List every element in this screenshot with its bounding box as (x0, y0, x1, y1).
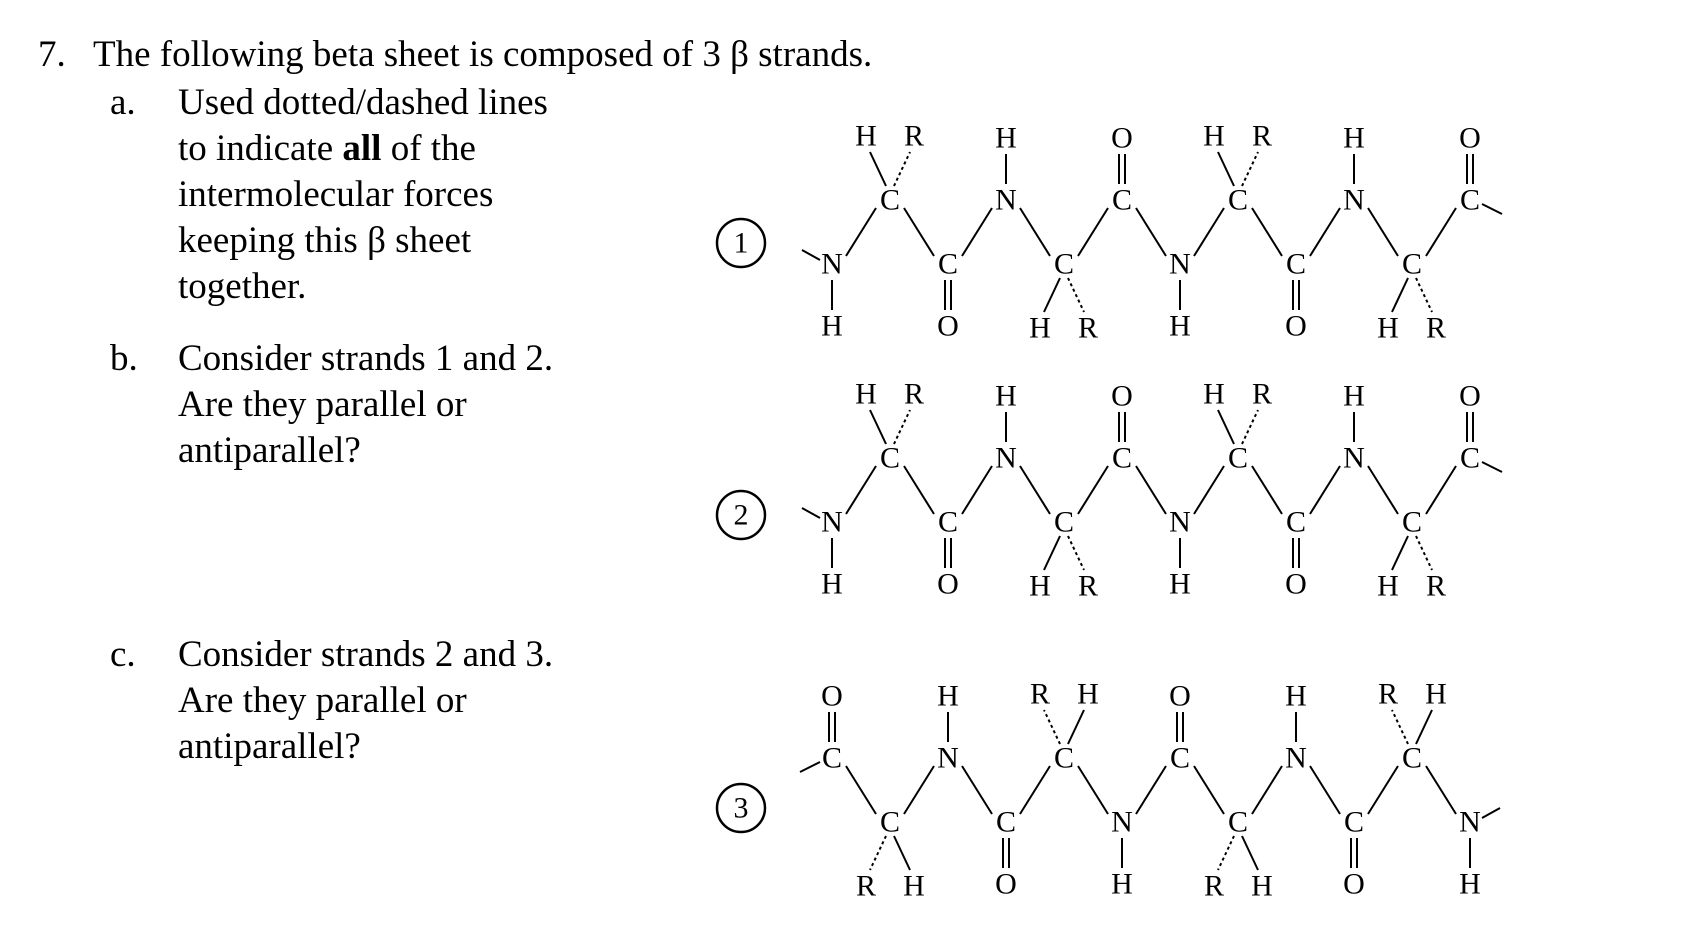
part-a-line-3: intermolecular forces (178, 174, 494, 215)
part-b-line-2: Are they parallel or (178, 384, 467, 425)
r-group: R (1377, 677, 1399, 711)
oxygen-atom: O (1111, 121, 1133, 155)
carbonyl-carbon: C (995, 805, 1017, 839)
strand-number-1 (717, 219, 765, 267)
cr-wedge-bond (1218, 836, 1234, 870)
backbone-bond (1368, 766, 1398, 814)
backbone-bond (802, 508, 820, 518)
ch-bond (1044, 536, 1060, 570)
hydrogen-atom: H (1285, 679, 1307, 713)
carbonyl-carbon: C (1343, 805, 1365, 839)
backbone-bond (1252, 466, 1282, 514)
backbone-bond (904, 208, 934, 256)
backbone-bond (962, 766, 992, 814)
oxygen-atom: O (1459, 121, 1481, 155)
backbone-bond (1136, 466, 1166, 514)
oxygen-atom: O (821, 679, 843, 713)
strand-2 (802, 378, 1502, 603)
alpha-carbon: C (879, 441, 901, 475)
strand-number-text: 2 (733, 498, 749, 532)
ch-bond (870, 410, 886, 444)
strand-labels (717, 219, 765, 832)
hydrogen-atom: H (855, 119, 877, 153)
question-text: The following beta sheet is composed of 3 β strands. (93, 34, 873, 75)
alpha-carbon: C (879, 183, 901, 217)
alpha-carbon: C (1401, 505, 1423, 539)
backbone-bond (1368, 208, 1398, 256)
nitrogen-atom: N (1111, 805, 1133, 839)
cr-wedge-bond (1068, 278, 1084, 312)
r-group: R (1077, 569, 1099, 603)
backbone-bond (1426, 208, 1456, 256)
ch-bond (1392, 536, 1408, 570)
hydrogen-atom: H (1169, 567, 1191, 601)
alpha-carbon: C (879, 805, 901, 839)
ch-bond (894, 836, 910, 870)
cr-wedge-bond (894, 410, 910, 444)
part-letter: b. (110, 338, 138, 379)
oxygen-atom: O (1343, 867, 1365, 901)
oxygen-atom: O (937, 567, 959, 601)
backbone-bond (1426, 766, 1456, 814)
oxygen-atom: O (1459, 379, 1481, 413)
r-group: R (1251, 377, 1273, 411)
part-a-line-5: together. (178, 266, 307, 307)
ch-bond (870, 152, 886, 186)
ch-bond (1242, 836, 1258, 870)
backbone-bond (1078, 208, 1108, 256)
oxygen-atom: O (1285, 567, 1307, 601)
part-letter: a. (110, 82, 136, 123)
backbone-bond (1252, 766, 1282, 814)
oxygen-atom: O (937, 309, 959, 343)
ch-bond (1044, 278, 1060, 312)
alpha-carbon: C (1401, 247, 1423, 281)
hydrogen-atom: H (995, 121, 1017, 155)
hydrogen-atom: H (1029, 311, 1051, 345)
backbone-bond (846, 208, 876, 256)
strand-number-2 (717, 491, 765, 539)
backbone-bond (1310, 208, 1340, 256)
strand-1 (802, 120, 1502, 345)
carbonyl-carbon: C (1285, 247, 1307, 281)
hydrogen-atom: H (1029, 569, 1051, 603)
backbone-bond (846, 466, 876, 514)
backbone-bond (1020, 766, 1050, 814)
oxygen-atom: O (1169, 679, 1191, 713)
hydrogen-atom: H (1251, 869, 1273, 903)
backbone-bond (904, 466, 934, 514)
nitrogen-atom: N (1169, 247, 1191, 281)
part-a-line-2-end: of the (390, 128, 476, 169)
backbone-bond (1078, 466, 1108, 514)
oxygen-atom: O (1111, 379, 1133, 413)
alpha-carbon: C (1053, 247, 1075, 281)
hydrogen-atom: H (1377, 569, 1399, 603)
backbone-bond (1252, 208, 1282, 256)
cr-wedge-bond (894, 152, 910, 186)
part-letter: c. (110, 634, 136, 675)
backbone-bond (1194, 208, 1224, 256)
nitrogen-atom: N (1285, 741, 1307, 775)
backbone-bond (1136, 208, 1166, 256)
nitrogen-atom: N (821, 505, 843, 539)
hydrogen-atom: H (855, 377, 877, 411)
strands (800, 120, 1502, 903)
hydrogen-atom: H (1111, 867, 1133, 901)
ch-bond (1218, 410, 1234, 444)
part-a-line-4: keeping this β sheet (178, 220, 472, 261)
r-group: R (855, 869, 877, 903)
hydrogen-atom: H (1203, 119, 1225, 153)
strand-number-text: 3 (733, 791, 749, 825)
part-b-line-3: antiparallel? (178, 430, 361, 471)
r-group: R (1251, 119, 1273, 153)
hydrogen-atom: H (995, 379, 1017, 413)
alpha-carbon: C (1401, 741, 1423, 775)
backbone-bond (1482, 204, 1502, 214)
cr-wedge-bond (1416, 536, 1432, 570)
backbone-bond (1310, 466, 1340, 514)
part-a-line-1: Used dotted/dashed lines (178, 82, 548, 123)
alpha-carbon: C (1227, 441, 1249, 475)
nitrogen-atom: N (1343, 183, 1365, 217)
strand-3 (800, 678, 1500, 903)
backbone-bond (802, 250, 820, 260)
ch-bond (1218, 152, 1234, 186)
backbone-bond (1194, 766, 1224, 814)
backbone-bond (904, 766, 934, 814)
cr-wedge-bond (870, 836, 886, 870)
part-a-bold-all: all (342, 128, 382, 169)
alpha-carbon: C (1053, 741, 1075, 775)
strand-number-3 (717, 784, 765, 832)
backbone-bond (846, 766, 876, 814)
ch-bond (1392, 278, 1408, 312)
backbone-bond (1368, 466, 1398, 514)
r-group: R (1425, 311, 1447, 345)
backbone-bond (1078, 766, 1108, 814)
backbone-bond (1310, 766, 1340, 814)
nitrogen-atom: N (1343, 441, 1365, 475)
ch-bond (1068, 710, 1084, 744)
carbonyl-carbon: C (821, 741, 843, 775)
backbone-bond (1020, 466, 1050, 514)
part-a-line-2-text: to indicate (178, 128, 334, 169)
r-group: R (1203, 869, 1225, 903)
part-c-line-3: antiparallel? (178, 726, 361, 767)
carbonyl-carbon: C (1169, 741, 1191, 775)
carbonyl-carbon: C (937, 247, 959, 281)
nitrogen-atom: N (995, 183, 1017, 217)
nitrogen-atom: N (821, 247, 843, 281)
alpha-carbon: C (1227, 805, 1249, 839)
r-group: R (903, 119, 925, 153)
backbone-bond (962, 208, 992, 256)
carbonyl-carbon: C (1285, 505, 1307, 539)
r-group: R (1029, 677, 1051, 711)
nitrogen-atom: N (1169, 505, 1191, 539)
hydrogen-atom: H (1425, 677, 1447, 711)
hydrogen-atom: H (1203, 377, 1225, 411)
oxygen-atom: O (1285, 309, 1307, 343)
ch-bond (1416, 710, 1432, 744)
hydrogen-atom: H (821, 309, 843, 343)
backbone-bond (1482, 808, 1500, 818)
carbonyl-carbon: C (1459, 441, 1481, 475)
backbone-bond (962, 466, 992, 514)
carbonyl-carbon: C (1111, 183, 1133, 217)
nitrogen-atom: N (937, 741, 959, 775)
backbone-bond (1482, 462, 1502, 472)
hydrogen-atom: H (1077, 677, 1099, 711)
r-group: R (1425, 569, 1447, 603)
hydrogen-atom: H (821, 567, 843, 601)
cr-wedge-bond (1242, 410, 1258, 444)
question-number: 7. (38, 34, 66, 75)
part-c-line-2: Are they parallel or (178, 680, 467, 721)
carbonyl-carbon: C (937, 505, 959, 539)
carbonyl-carbon: C (1459, 183, 1481, 217)
backbone-bond (1020, 208, 1050, 256)
strand-number-text: 1 (733, 226, 749, 260)
r-group: R (1077, 311, 1099, 345)
cr-wedge-bond (1392, 710, 1408, 744)
hydrogen-atom: H (903, 869, 925, 903)
oxygen-atom: O (995, 867, 1017, 901)
part-b-line-1: Consider strands 1 and 2. (178, 338, 554, 379)
hydrogen-atom: H (1377, 311, 1399, 345)
cr-wedge-bond (1242, 152, 1258, 186)
hydrogen-atom: H (1169, 309, 1191, 343)
backbone-bond (1426, 466, 1456, 514)
cr-wedge-bond (1416, 278, 1432, 312)
backbone-bond (1194, 466, 1224, 514)
backbone-bond (1136, 766, 1166, 814)
r-group: R (903, 377, 925, 411)
cr-wedge-bond (1068, 536, 1084, 570)
cr-wedge-bond (1044, 710, 1060, 744)
nitrogen-atom: N (1459, 805, 1481, 839)
nitrogen-atom: N (995, 441, 1017, 475)
backbone-bond (800, 762, 820, 772)
carbonyl-carbon: C (1111, 441, 1133, 475)
hydrogen-atom: H (937, 679, 959, 713)
hydrogen-atom: H (1459, 867, 1481, 901)
alpha-carbon: C (1053, 505, 1075, 539)
hydrogen-atom: H (1343, 379, 1365, 413)
alpha-carbon: C (1227, 183, 1249, 217)
hydrogen-atom: H (1343, 121, 1365, 155)
part-c-line-1: Consider strands 2 and 3. (178, 634, 554, 675)
